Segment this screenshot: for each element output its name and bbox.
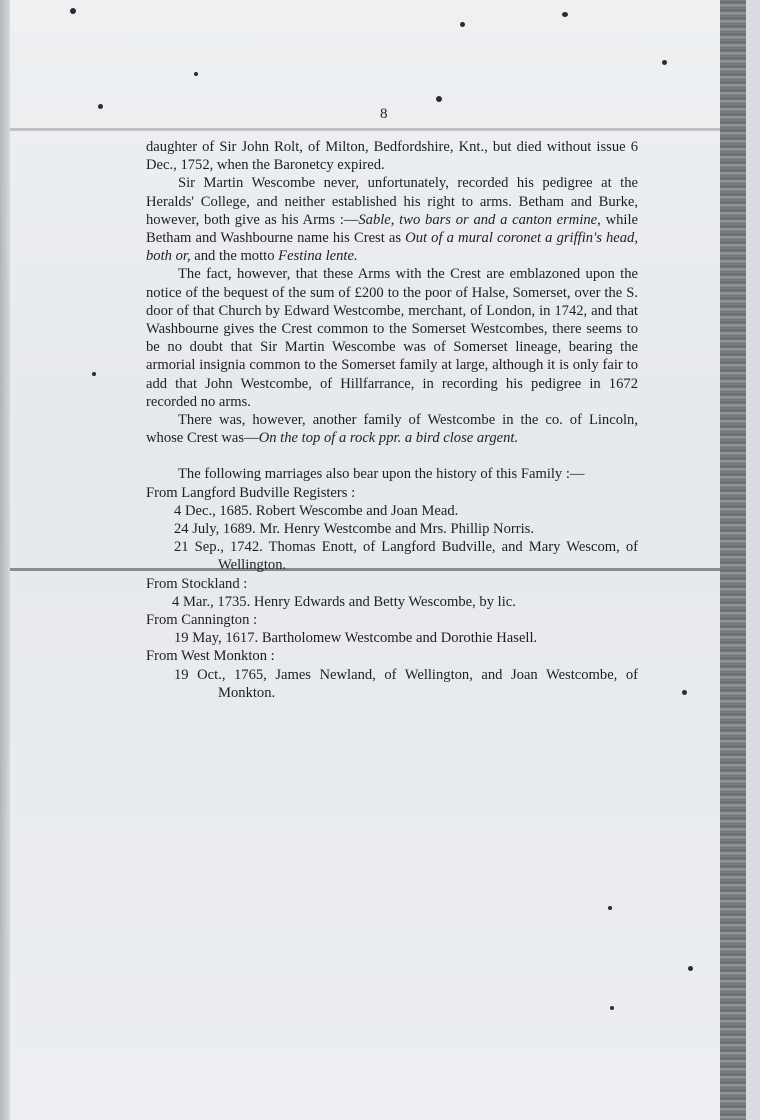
register-entry: 24 July, 1689. Mr. Henry Westcombe and Mrs. Phillip Norris. (174, 521, 534, 538)
ink-speck (92, 372, 96, 376)
register-heading-langford: From Langford Budville Registers : (146, 484, 356, 501)
lincoln-crest: On the top of a rock ppr. a bird close argent. (258, 430, 519, 447)
ink-speck (194, 72, 198, 76)
ink-speck (70, 8, 76, 14)
register-entry: 4 Mar., 1735. Henry Edwards and Betty Wescombe, by lic. (172, 593, 516, 610)
ink-speck (436, 96, 442, 102)
paragraph-lincoln (146, 411, 638, 447)
ink-speck (98, 104, 103, 109)
binding-shadow (720, 0, 746, 1120)
arms-text-crest-intro: while Betham and Washbourne name his Crest as (146, 211, 638, 247)
crest-blazon: Out of a mural coronet a griffin's head, both or, (146, 230, 639, 265)
ink-speck (562, 12, 568, 17)
ink-speck (662, 60, 667, 65)
arms-blazon: Sable, two bars or and a canton ermine, (358, 211, 601, 228)
ink-speck (688, 966, 693, 971)
arms-text-motto-intro: and the motto (190, 248, 279, 265)
register-heading-stockland: From Stockland : (146, 575, 248, 592)
motto: Festina lente. (278, 248, 358, 265)
page-right-margin (746, 0, 760, 1120)
ink-speck (460, 22, 465, 27)
page-number: 8 (380, 106, 388, 122)
ink-speck (608, 906, 612, 910)
scan-crease-top (10, 128, 720, 131)
register-entry: 19 May, 1617. Bartholomew Westcombe and Dorothie Hasell. (174, 630, 538, 647)
paragraph-marriages-intro: The following marriages also bear upon the history of this Family :— (178, 466, 585, 483)
body-text (146, 138, 638, 702)
lincoln-text: There was, however, another family of Westcombe in the co. of Lincoln, whose Crest was— (146, 412, 638, 447)
paragraph-rolt: daughter of Sir John Rolt, of Milton, Bedfordshire, Knt., but died without issue 6 Dec., 1752, when the Baronetcy expired. (146, 139, 638, 174)
register-heading-cannington: From Cannington : (146, 612, 258, 629)
arms-text-intro: Sir Martin Wescombe never, unfortunately, recorded his pedigree at the Heralds' College, and neither established his right to arms. Betham and Burke, however, both give as his Arms :— (146, 175, 638, 228)
register-entry: 4 Dec., 1685. Robert Wescombe and Joan Mead. (174, 502, 459, 519)
paragraph-gap (146, 447, 638, 465)
page-left-edge-shadow (0, 0, 10, 1120)
paragraph-arms (146, 174, 638, 265)
register-entry: 21 Sep., 1742. Thomas Enott, of Langford Budville, and Mary Wescom, of Wellington. (174, 539, 638, 574)
ink-speck (682, 690, 687, 695)
register-entry: 19 Oct., 1765, James Newland, of Wellington, and Joan Westcombe, of Monkton. (174, 666, 638, 701)
register-heading-monkton: From West Monkton : (146, 648, 275, 665)
ink-speck (610, 1006, 614, 1010)
paragraph-bequest: The fact, however, that these Arms with the Crest are emblazoned upon the notice of the bequest of the sum of £200 to the poor of Halse, Somerset, over the S. door of that Church by Edward Westcombe, merchant, of London, in 1742, and that Washbourne gives the Crest common to the Somerset Westcombes, there seems to be no doubt that Sir Martin Wescombe was of Somerset lineage, bearing the armorial insignia common to the Somerset family at large, although it is only fair to add that John Westcombe, of Hillfarrance, in recording his pedigree in 1672 recorded no arms. (146, 266, 638, 410)
